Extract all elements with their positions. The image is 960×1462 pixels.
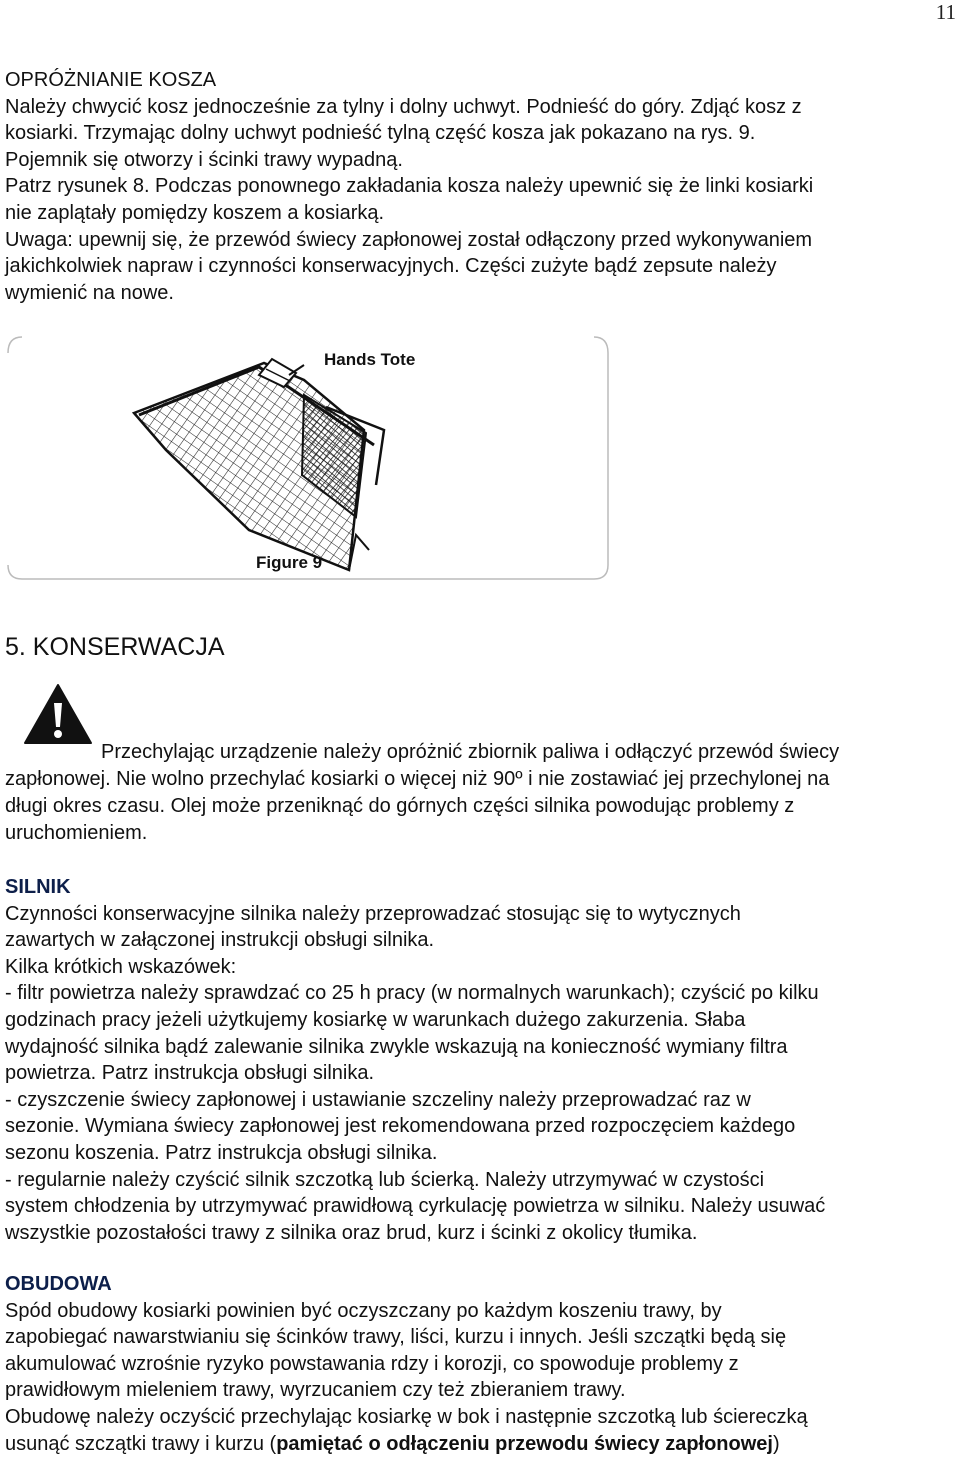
section-housing	[5, 1271, 960, 1457]
paragraph-line: godzinach pracy jeżeli użytkujemy kosiarkę w warunkach dużego zakurzenia. Słaba	[5, 1008, 746, 1031]
paragraph-line: nie zaplątały pomiędzy koszem a kosiarką.	[5, 201, 385, 224]
paragraph-line: sezonie. Wymiana świecy zapłonowej jest rekomendowana przed rozpoczęciem każdego	[5, 1115, 796, 1138]
paragraph-line: jakichkolwiek napraw i czynności konserwacyjnych. Części zużyte bądź zepsute należy	[5, 255, 777, 278]
paragraph-line: Należy chwycić kosz jednocześnie za tylny i dolny uchwyt. Podnieść do góry. Zdjąć kosz z	[5, 95, 802, 118]
last-line-suffix: )	[772, 1432, 780, 1455]
grass-catcher-bag-illustration	[134, 359, 384, 570]
paragraph-line: Obudowę należy oczyścić przechylając kosiarkę w bok i następnie szczotką lub ściereczką	[5, 1405, 808, 1428]
warning-triangle-icon	[23, 683, 93, 745]
paragraph-line: wszystkie pozostałości trawy z silnika oraz brud, kurz i ścinki z okolicy tłumika.	[5, 1221, 698, 1244]
paragraph-line-last	[5, 1431, 960, 1458]
warning-line: Przechylając urządzenie należy opróżnić zbiornik paliwa i odłączyć przewód świecy	[101, 741, 840, 763]
section-title-maintenance: 5. KONSERWACJA	[5, 633, 225, 661]
paragraph-line: Spód obudowy kosiarki powinien być oczyszczany po każdym koszeniu trawy, by	[5, 1299, 722, 1322]
paragraph-line: akumulować wzrośnie ryzyko powstawania rdzy i korozji, co spowoduje problemy z	[5, 1352, 739, 1375]
warning-text	[5, 739, 960, 847]
paragraph-line: wymienić na nowe.	[5, 281, 174, 304]
section-title-engine: SILNIK	[5, 876, 71, 898]
warning-line: zapłonowej. Nie wolno przechylać kosiarki o więcej niż 90º i nie zostawiać jej przechylonej na	[5, 768, 830, 790]
paragraph-line: kosiarki. Trzymając dolny uchwyt podnieść tylną część kosza jak pokazano na rys. 9.	[5, 122, 756, 145]
section-emptying	[5, 67, 960, 306]
paragraph-line: - filtr powietrza należy sprawdzać co 25 h pracy (w normalnych warunkach); czyścić po kilku	[5, 982, 819, 1005]
paragraph-line: Patrz rysunek 8. Podczas ponownego zakładania kosza należy upewnić się że linki kosiarki	[5, 175, 814, 198]
paragraph-line: system chłodzenia by utrzymywać prawidłową cyrkulację powietrza w silniku. Należy usuwać	[5, 1195, 826, 1218]
paragraph-line: zapobiegać nawarstwianiu się ścinków trawy, liści, kurzu i innych. Jeśli szczątki będą się	[5, 1326, 787, 1349]
paragraph-line: zawartych w załączonej instrukcji obsługi silnika.	[5, 929, 435, 952]
paragraph-line: wydajność silnika bądź zalewanie silnika zwykle wskazują na konieczność wymiany filtra	[5, 1035, 788, 1058]
figure-label-hands-tote: Hands Tote	[324, 350, 416, 369]
paragraph-line: - czyszczenie świecy zapłonowej i ustawianie szczeliny należy przeprowadzać raz w	[5, 1088, 751, 1111]
warning-line: długi okres czasu. Olej może przeniknąć do górnych części silnika powodując problemy z	[5, 795, 795, 817]
page-number: 11	[935, 0, 956, 24]
paragraph-line: Kilka krótkich wskazówek:	[5, 955, 237, 978]
warning-line: uruchomieniem.	[5, 822, 148, 844]
figure-caption: Figure 9	[256, 553, 323, 572]
paragraph-line: Pojemnik się otworzy i ścinki trawy wypadną.	[5, 148, 403, 171]
figure-9	[4, 335, 610, 581]
paragraph-line: Czynności konserwacyjne silnika należy przeprowadzać stosując się to wytycznych	[5, 902, 741, 925]
paragraph-line: Uwaga: upewnij się, że przewód świecy zapłonowej został odłączony przed wykonywaniem	[5, 228, 813, 251]
section-title: OPRÓŻNIANIE KOSZA	[5, 69, 217, 91]
section-engine	[5, 874, 960, 1246]
last-line-prefix: usunąć szczątki trawy i kurzu (	[5, 1432, 277, 1455]
last-line-bold: pamiętać o odłączeniu przewodu świecy zapłonowej	[276, 1432, 773, 1455]
section-title-housing: OBUDOWA	[5, 1273, 112, 1295]
paragraph-line: prawidłowym mieleniem trawy, wyrzucaniem czy też zbieraniem trawy.	[5, 1379, 626, 1402]
paragraph-line: powietrza. Patrz instrukcja obsługi silnika.	[5, 1062, 375, 1085]
paragraph-line: sezonu koszenia. Patrz instrukcja obsługi silnika.	[5, 1141, 438, 1164]
paragraph-line: - regularnie należy czyścić silnik szczotką lub ścierką. Należy utrzymywać w czystości	[5, 1168, 765, 1191]
